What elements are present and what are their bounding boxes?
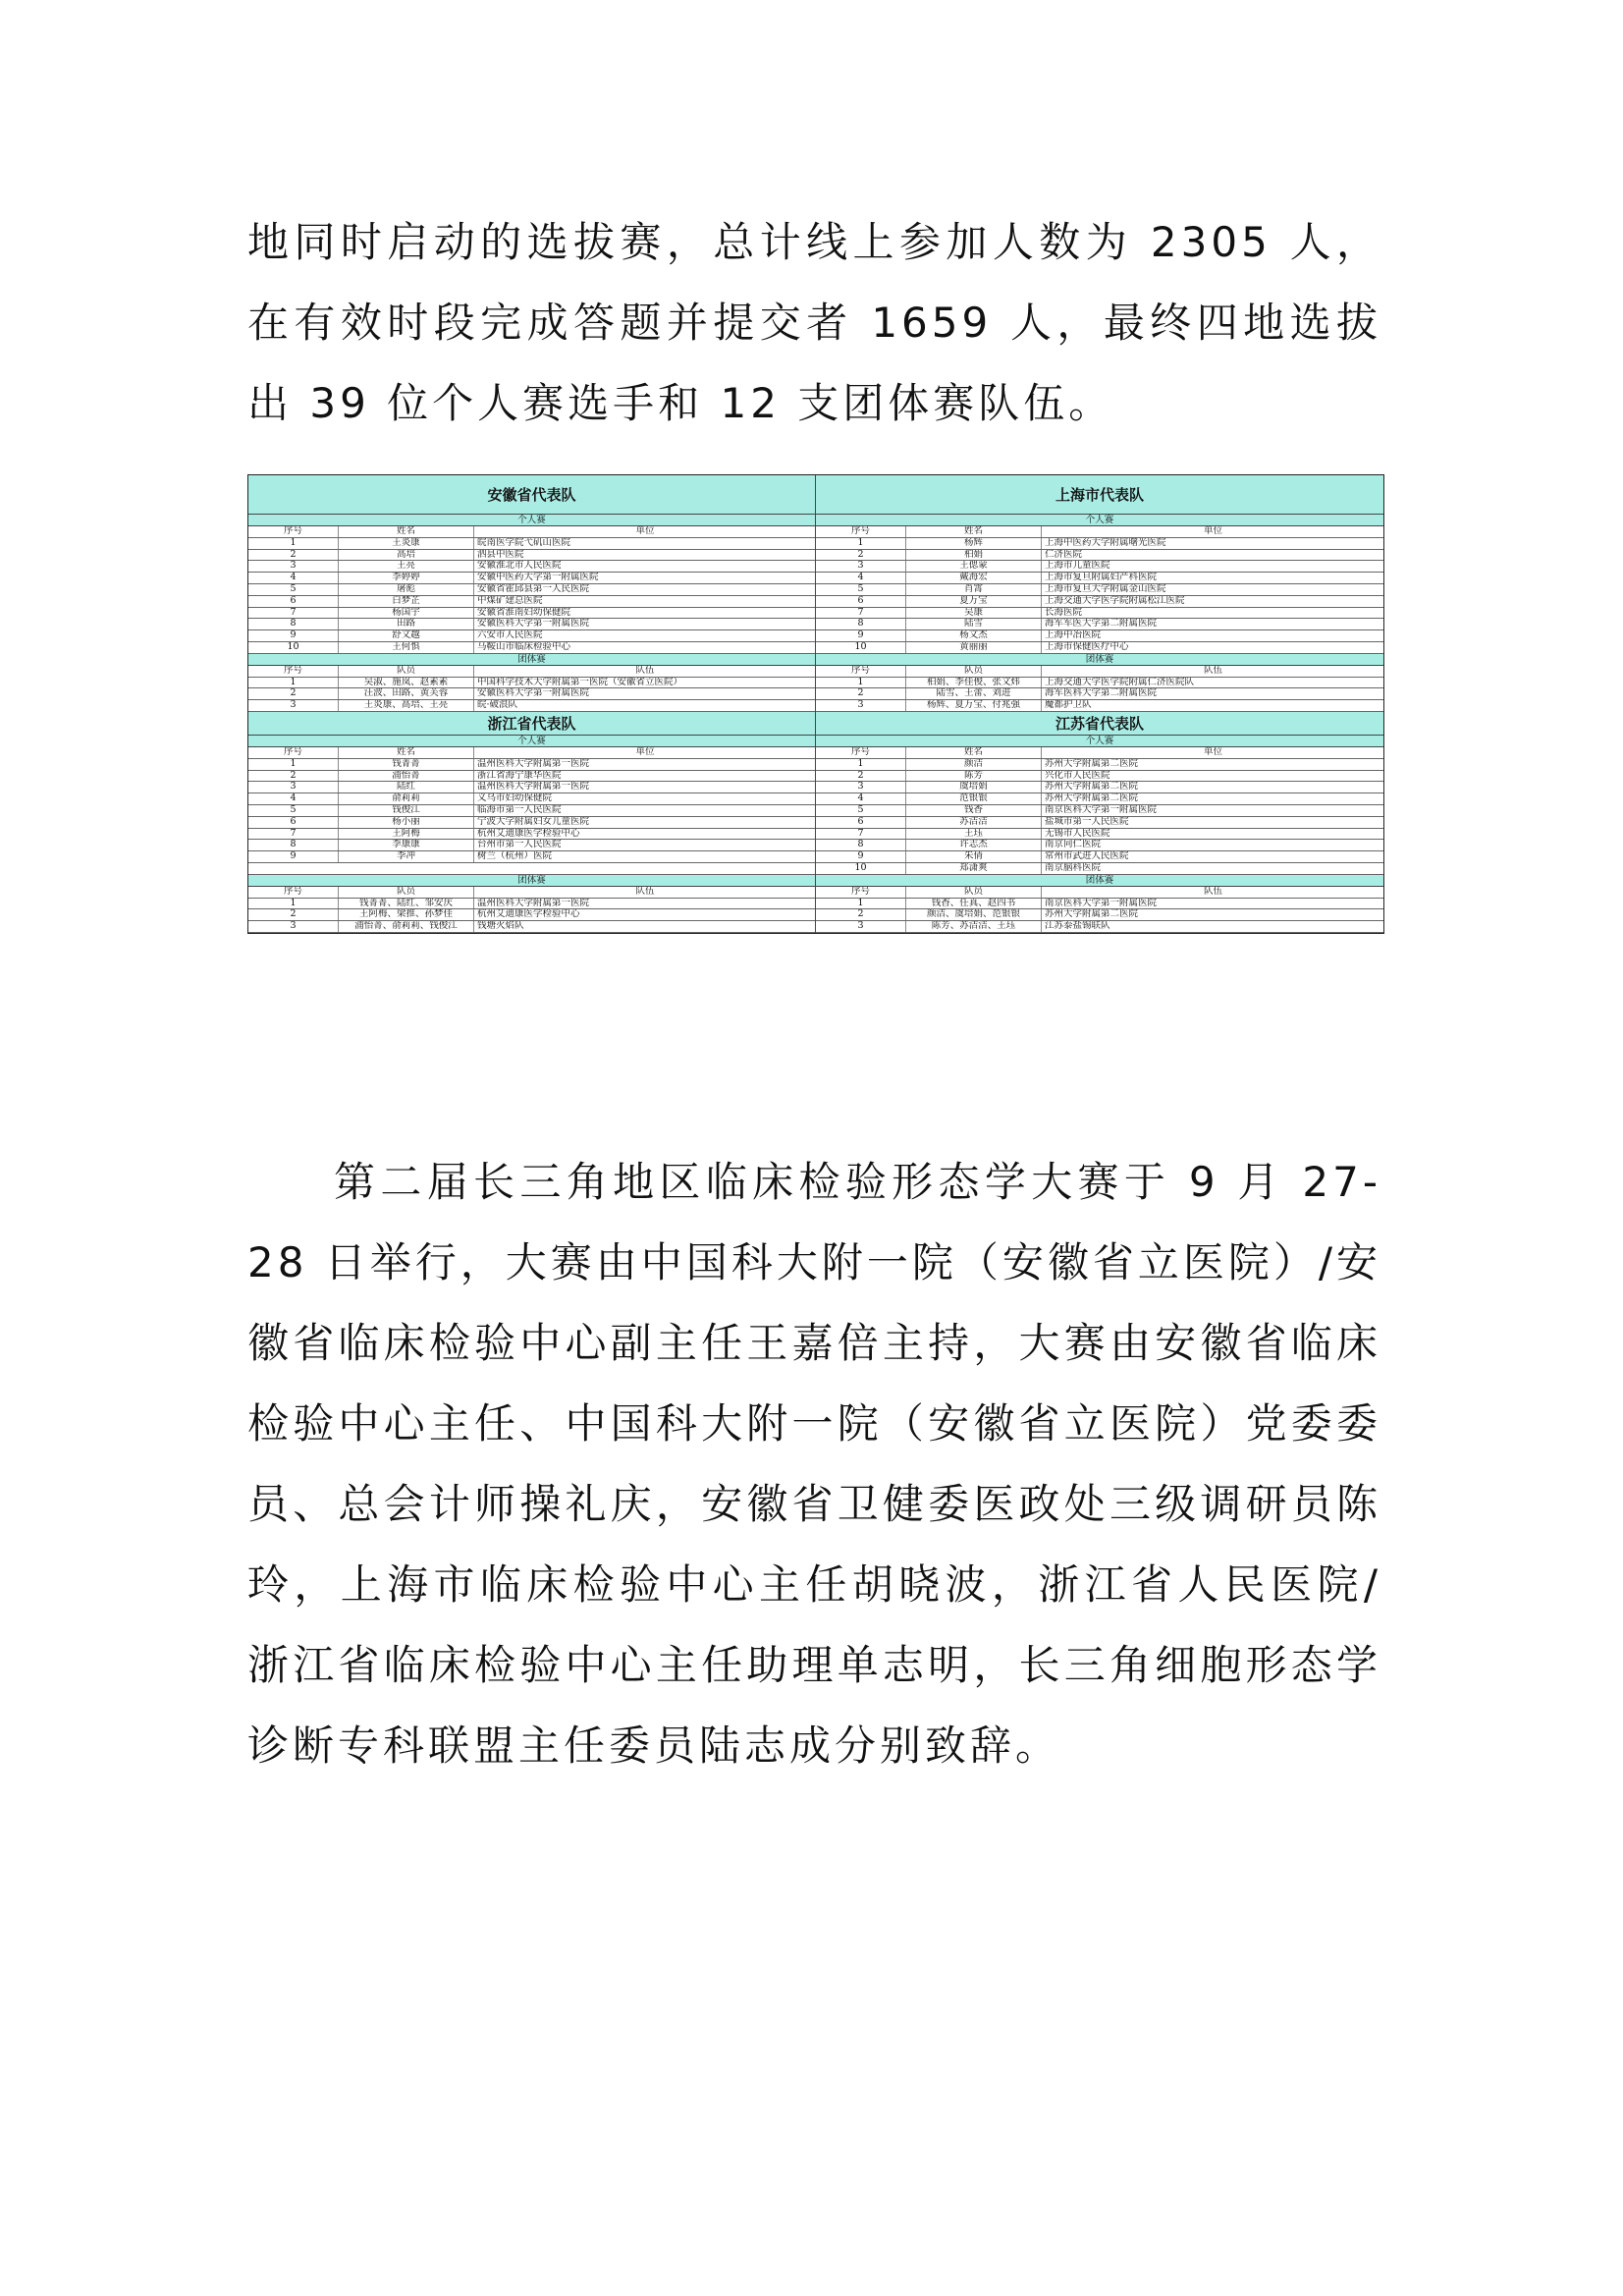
cell-no: 4 (248, 793, 339, 804)
cell-name: 虞培娟 (906, 782, 1042, 793)
cell-no: 2 (248, 688, 339, 699)
column-header-unit: 单位 (1203, 526, 1222, 536)
cell-name: 戴海宏 (906, 573, 1042, 583)
cell-name: 吴淑、施岚、赵素素 (339, 678, 474, 688)
cell-no: 8 (248, 840, 339, 850)
team-row (248, 678, 815, 689)
individual-header-row (816, 526, 1383, 538)
individual-row (816, 829, 1383, 841)
individual-row (816, 561, 1383, 573)
individual-row (816, 550, 1383, 562)
cell-name: 柏娟、李佳俊、张文炜 (906, 678, 1042, 688)
cell-unit: 仁济医院 (1045, 549, 1083, 560)
individual-row (248, 619, 815, 630)
cell-name: 王阿梅、梁推、孙梦佳 (339, 909, 474, 920)
cell-no: 1 (816, 678, 906, 688)
column-header-unit: 单位 (635, 746, 655, 757)
individual-row (816, 782, 1383, 793)
cell-no: 1 (248, 538, 339, 549)
column-header-no: 序号 (816, 666, 906, 677)
cell-no: 5 (248, 584, 339, 595)
cell-unit: 无锡市人民医院 (1045, 828, 1110, 839)
cell-unit: 杭州艾迪康医学检验中心 (477, 828, 580, 839)
cell-unit: 苏州大学附属第二医院 (1045, 793, 1139, 804)
individual-row (816, 573, 1383, 584)
column-header-unit: 队伍 (635, 665, 655, 676)
cell-no: 2 (248, 771, 339, 782)
cell-unit: 常州市武进人民医院 (1045, 851, 1129, 862)
cell-no: 1 (248, 899, 339, 909)
column-header-no: 序号 (248, 526, 339, 537)
cell-unit: 临海市第一人民医院 (477, 804, 562, 815)
cell-unit: 上海市复旦大学附属金山医院 (1045, 583, 1166, 594)
individual-row (248, 596, 815, 608)
cell-unit: 海军军医大学第二附属医院 (1045, 619, 1158, 629)
individual-header-row (248, 747, 815, 759)
individual-row (248, 573, 815, 584)
individual-row (248, 805, 815, 817)
cell-unit: 上海交通大学医学院附属松江医院 (1045, 595, 1185, 606)
individual-row (248, 782, 815, 793)
cell-name: 黄丽丽 (906, 642, 1042, 653)
column-header-no: 序号 (248, 887, 339, 898)
cell-unit: 中煤矿建总医院 (477, 595, 543, 606)
cell-unit: 南京同仁医院 (1045, 840, 1102, 850)
cell-name: 王炎康、高培、王亮 (339, 700, 474, 711)
cell-name: 浦怡菁 (339, 771, 474, 782)
column-header-name: 姓名 (906, 526, 1042, 537)
cell-no: 7 (248, 608, 339, 619)
cell-name: 汪波、田路、黄芙蓉 (339, 688, 474, 699)
cell-name: 杨辉、夏万宝、付兆强 (906, 700, 1042, 711)
cell-name: 屠彪 (339, 584, 474, 595)
cell-no: 4 (816, 573, 906, 583)
cell-no: 3 (816, 921, 906, 932)
cell-no: 1 (248, 678, 339, 688)
cell-no: 3 (816, 782, 906, 793)
cell-name: 王珏 (906, 829, 1042, 840)
cell-name: 吴康 (906, 608, 1042, 619)
cell-name: 浦怡菁、俞莉莉、钱俊江 (339, 921, 474, 932)
cell-name: 钱俊江 (339, 805, 474, 816)
cell-name: 钱香 (906, 805, 1042, 816)
cell-no: 1 (816, 759, 906, 770)
cell-name: 朱倩 (906, 851, 1042, 862)
cell-unit: 盐城市第一人民医院 (1045, 816, 1129, 827)
individual-row (248, 771, 815, 783)
individual-row (816, 642, 1383, 654)
cell-no: 4 (248, 573, 339, 583)
cell-no: 3 (816, 700, 906, 711)
cell-name: 钱香、任真、赵四书 (906, 899, 1042, 909)
section-label-team: 团体赛 (816, 875, 1383, 887)
cell-unit: 安徽医科大学第一附属医院 (477, 619, 590, 629)
cell-no: 6 (816, 817, 906, 828)
cell-no: 2 (816, 550, 906, 561)
section-label-individual: 个人赛 (816, 515, 1383, 526)
cell-name: 高培 (339, 550, 474, 561)
cell-name: 田路 (339, 619, 474, 629)
individual-header-row (816, 747, 1383, 759)
cell-name: 陆红 (339, 782, 474, 793)
cell-unit: 马鞍山市临床检验中心 (477, 641, 571, 652)
cell-name: 陆雪 (906, 619, 1042, 629)
individual-row (248, 608, 815, 620)
team-row (248, 921, 815, 933)
individual-row (816, 608, 1383, 620)
cell-no: 6 (248, 596, 339, 607)
cell-unit: 温州医科大学附属第一医院 (477, 782, 590, 793)
cell-no: 3 (248, 561, 339, 572)
team-header-row (816, 887, 1383, 899)
cell-no: 1 (816, 899, 906, 909)
cell-name: 俞莉莉 (339, 793, 474, 804)
cell-name: 范银银 (906, 793, 1042, 804)
cell-no: 6 (816, 596, 906, 607)
column-header-name: 姓名 (339, 747, 474, 758)
empty-row (248, 863, 815, 875)
cell-no: 3 (248, 782, 339, 793)
cell-unit: 上海中冶医院 (1045, 630, 1102, 641)
cell-name: 李婷婷 (339, 573, 474, 583)
cell-no: 2 (816, 909, 906, 920)
cell-unit: 皖·破浪队 (477, 700, 518, 711)
individual-row (248, 829, 815, 841)
cell-no: 10 (816, 642, 906, 653)
individual-row (816, 584, 1383, 596)
cell-unit: 皖南医学院弋矶山医院 (477, 537, 571, 548)
cell-name: 颜洁 (906, 759, 1042, 770)
column-header-name: 姓名 (906, 747, 1042, 758)
cell-name: 苏洁洁 (906, 817, 1042, 828)
column-header-unit: 队伍 (635, 886, 655, 897)
individual-row (248, 561, 815, 573)
team-roster-table (247, 474, 1384, 1126)
individual-row (816, 805, 1383, 817)
cell-name: 陈芳、苏洁洁、王珏 (906, 921, 1042, 932)
column-header-name: 队员 (339, 887, 474, 898)
cell-no: 3 (816, 561, 906, 572)
team-row (248, 909, 815, 921)
cell-unit: 南京脑科医院 (1045, 862, 1102, 873)
individual-row (816, 771, 1383, 783)
column-header-name: 姓名 (339, 526, 474, 537)
cell-name: 许志杰 (906, 840, 1042, 850)
cell-name: 杨文杰 (906, 630, 1042, 641)
cell-name: 王亮 (339, 561, 474, 572)
cell-unit: 安徽淮北市人民医院 (477, 561, 562, 572)
cell-name: 王阿梅 (339, 829, 474, 840)
cell-name: 陆雪、王蕾、刘进 (906, 688, 1042, 699)
cell-name: 李冲 (339, 851, 474, 862)
cell-name: 颜洁、虞培娟、范银银 (906, 909, 1042, 920)
cell-name: 白梦芷 (339, 596, 474, 607)
cell-name: 柏娟 (906, 550, 1042, 561)
delegation-panel (248, 475, 816, 712)
cell-name: 钱菁菁、陆红、邹安庆 (339, 899, 474, 909)
cell-unit: 安徽省淮南妇幼保健院 (477, 607, 571, 618)
column-header-no: 序号 (248, 666, 339, 677)
column-header-no: 序号 (816, 526, 906, 537)
individual-row (248, 584, 815, 596)
paragraph-intro: 地同时启动的选拔赛，总计线上参加人数为 2305 人，在有效时段完成答题并提交者 1659 人，最终四地选拔出 39 位个人赛选手和 12 支团体赛队伍。 (247, 218, 1381, 427)
team-header-row (248, 666, 815, 678)
cell-name: 杨辉 (906, 538, 1042, 549)
individual-row (816, 538, 1383, 550)
section-label-team: 团体赛 (248, 654, 815, 666)
cell-unit: 温州医科大学附属第一医院 (477, 758, 590, 769)
section-label-individual: 个人赛 (248, 515, 815, 526)
individual-row (816, 619, 1383, 630)
cell-name: 钱菁菁 (339, 759, 474, 770)
individual-row (816, 851, 1383, 863)
cell-unit: 宁波大学附属妇女儿童医院 (477, 816, 590, 827)
cell-name: 杨小丽 (339, 817, 474, 828)
cell-unit: 上海交通大学医学院附属仁济医院队 (1045, 677, 1195, 687)
delegation-title: 浙江省代表队 (248, 712, 815, 736)
individual-row (816, 840, 1383, 851)
team-row (248, 688, 815, 700)
cell-unit: 苏州大学附属第二医院 (1045, 758, 1139, 769)
cell-unit: 树兰（杭州）医院 (477, 851, 553, 862)
column-header-no: 序号 (248, 747, 339, 758)
individual-row (248, 817, 815, 829)
individual-row (248, 759, 815, 771)
cell-name: 舒文越 (339, 630, 474, 641)
cell-no: 8 (248, 619, 339, 629)
cell-name: 李康康 (339, 840, 474, 850)
cell-name: 王何惧 (339, 642, 474, 653)
cell-unit: 南京医科大学第一附属医院 (1045, 804, 1158, 815)
cell-unit: 温州医科大学附属第一医院 (477, 898, 590, 908)
cell-unit: 泗县中医院 (477, 549, 524, 560)
cell-name: 王炎康 (339, 538, 474, 549)
column-header-unit: 单位 (1203, 746, 1222, 757)
team-header-row (248, 887, 815, 899)
cell-no: 5 (816, 584, 906, 595)
delegation-panel (248, 712, 816, 933)
cell-unit: 上海市保健医疗中心 (1045, 641, 1129, 652)
column-header-no: 序号 (816, 747, 906, 758)
cell-name: 肖霄 (906, 584, 1042, 595)
cell-no: 10 (248, 642, 339, 653)
individual-row (248, 840, 815, 851)
cell-unit: 六安市人民医院 (477, 630, 543, 641)
column-header-name: 队员 (339, 666, 474, 677)
cell-unit: 苏州大学附属第二医院 (1045, 782, 1139, 793)
team-row (816, 899, 1383, 910)
cell-unit: 安徽省霍邱县第一人民医院 (477, 583, 590, 594)
cell-no: 8 (816, 619, 906, 629)
cell-unit: 上海中医药大学附属曙光医院 (1045, 537, 1166, 548)
individual-row (248, 642, 815, 654)
section-label-team: 团体赛 (248, 875, 815, 887)
column-header-unit: 单位 (635, 526, 655, 536)
team-row (248, 899, 815, 910)
cell-no: 10 (816, 863, 906, 874)
individual-row (248, 630, 815, 642)
cell-unit: 魔都护卫队 (1045, 700, 1092, 711)
cell-no: 9 (816, 630, 906, 641)
individual-row (816, 759, 1383, 771)
section-label-team: 团体赛 (816, 654, 1383, 666)
cell-no: 2 (248, 909, 339, 920)
delegation-title: 安徽省代表队 (248, 475, 815, 515)
cell-name: 杨国宇 (339, 608, 474, 619)
cell-no: 5 (816, 805, 906, 816)
individual-row (248, 793, 815, 805)
cell-unit: 杭州艾迪康医学检验中心 (477, 909, 580, 920)
section-label-individual: 个人赛 (816, 736, 1383, 747)
cell-unit: 江苏泰盐锡联队 (1045, 921, 1110, 932)
team-row (816, 921, 1383, 933)
delegation-title: 上海市代表队 (816, 475, 1383, 515)
cell-no: 3 (248, 921, 339, 932)
column-header-unit: 队伍 (1203, 886, 1222, 897)
cell-unit: 上海市复旦附属妇产科医院 (1045, 573, 1158, 583)
cell-no: 2 (816, 688, 906, 699)
cell-no: 2 (816, 771, 906, 782)
individual-row (816, 793, 1383, 805)
team-header-row (816, 666, 1383, 678)
column-header-no: 序号 (816, 887, 906, 898)
individual-row (816, 630, 1383, 642)
cell-unit: 义乌市妇幼保健院 (477, 793, 553, 804)
cell-no: 6 (248, 817, 339, 828)
column-header-name: 队员 (906, 887, 1042, 898)
individual-row (248, 550, 815, 562)
individual-row (816, 863, 1383, 875)
cell-no: 7 (816, 829, 906, 840)
cell-unit: 安徽医科大学第一附属医院 (477, 688, 590, 699)
individual-header-row (248, 526, 815, 538)
column-header-unit: 队伍 (1203, 665, 1222, 676)
cell-unit: 钱塘火焰队 (477, 921, 524, 932)
cell-no: 5 (248, 805, 339, 816)
cell-name: 郑潇爽 (906, 863, 1042, 874)
cell-unit: 浙江省海宁康华医院 (477, 770, 562, 781)
team-row (816, 688, 1383, 700)
cell-no: 1 (816, 538, 906, 549)
cell-unit: 南京医科大学第一附属医院 (1045, 898, 1158, 908)
team-row (816, 678, 1383, 689)
cell-no: 9 (816, 851, 906, 862)
cell-no: 4 (816, 793, 906, 804)
section-label-individual: 个人赛 (248, 736, 815, 747)
cell-no: 3 (248, 700, 339, 711)
cell-name: 夏万宝 (906, 596, 1042, 607)
cell-no: 8 (816, 840, 906, 850)
team-row (816, 700, 1383, 712)
individual-row (248, 851, 815, 863)
individual-row (248, 538, 815, 550)
cell-no: 7 (248, 829, 339, 840)
cell-unit: 安徽中医药大学第一附属医院 (477, 573, 599, 583)
cell-no: 7 (816, 608, 906, 619)
paragraph-contest-opening: 第二届长三角地区临床检验形态学大赛于 9 月 27-28 日举行，大赛由中国科大附一院（安徽省立医院）/安徽省临床检验中心副主任王嘉倍主持，大赛由安徽省临床检验中心主任、中国科大附一院（安徽省立医院）党委委员、总会计师操礼庆，安徽省卫健委医政处三级调研员陈玲，上海市临床检验中心主任胡晓波，浙江省人民医院/浙江省临床检验中心主任助理单志明，长三角细胞形态学诊断专科联盟主任委员陆志成分别致辞。 (247, 1158, 1381, 1770)
cell-unit: 兴化市人民医院 (1045, 770, 1110, 781)
cell-name: 王偲蒙 (906, 561, 1042, 572)
cell-unit: 上海市儿童医院 (1045, 561, 1110, 572)
cell-unit: 苏州大学附属第二医院 (1045, 909, 1139, 920)
cell-unit: 中国科学技术大学附属第一医院（安徽省立医院） (477, 677, 683, 687)
cell-no: 9 (248, 851, 339, 862)
cell-no: 2 (248, 550, 339, 561)
cell-no: 1 (248, 759, 339, 770)
cell-no: 9 (248, 630, 339, 641)
delegation-panel (816, 475, 1383, 712)
roster-grid (247, 474, 1384, 934)
cell-unit: 海军医科大学第二附属医院 (1045, 688, 1158, 699)
cell-name: 陈芳 (906, 771, 1042, 782)
individual-row (816, 817, 1383, 829)
delegation-panel (816, 712, 1383, 933)
cell-unit: 长海医院 (1045, 607, 1083, 618)
team-row (248, 700, 815, 712)
cell-unit: 台州市第一人民医院 (477, 840, 562, 850)
team-row (816, 909, 1383, 921)
delegation-title: 江苏省代表队 (816, 712, 1383, 736)
column-header-name: 队员 (906, 666, 1042, 677)
individual-row (816, 596, 1383, 608)
